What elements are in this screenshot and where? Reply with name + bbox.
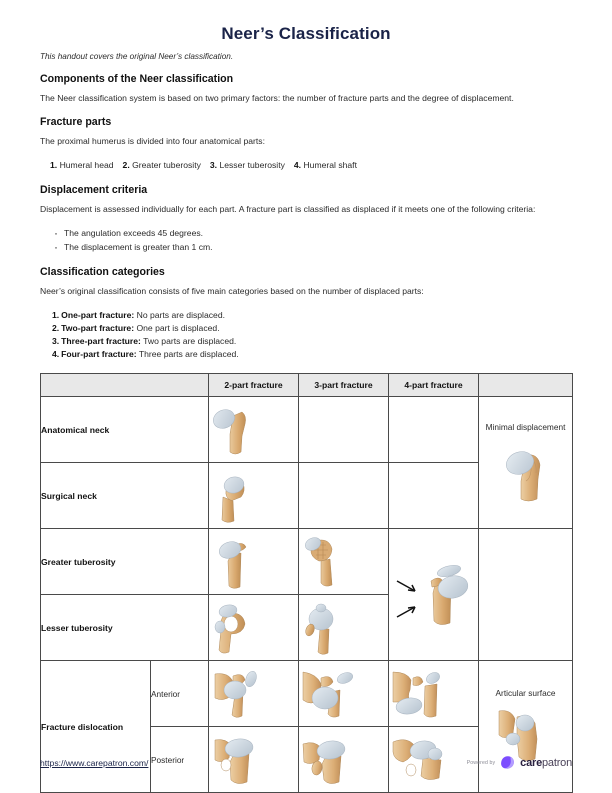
fracture-part-item (123, 160, 201, 170)
side-note-blank (479, 529, 573, 661)
fracture-part-item (50, 160, 114, 170)
fracture-part-item (210, 160, 285, 170)
fracture-part-number: 4. (293, 159, 302, 170)
category-index: 1. (52, 310, 60, 321)
side-note-articular-surface (479, 661, 573, 793)
list-item (52, 322, 572, 335)
arrow-lower (397, 607, 415, 617)
fracture-part-number: 1. (50, 159, 58, 170)
category-label: Four-part fracture: (61, 349, 137, 360)
table-header-2-part: 2-part fracture (209, 374, 299, 397)
row-sublabel-anterior: Anterior (151, 661, 209, 727)
cell-anatomical-neck-3part (299, 397, 389, 463)
category-label: Two-part fracture: (61, 323, 135, 334)
carepatron-brand (467, 755, 572, 770)
humerus-greater-tuberosity-3part-illustration (299, 533, 347, 591)
category-index: 4. (52, 349, 60, 360)
heading-fracture-parts: Fracture parts (40, 116, 112, 129)
cell-anatomical-neck-2part (209, 397, 299, 463)
paragraph-displacement-criteria: Displacement is assessed individually for each part. A fracture part is classified as displaced if it meets one of the following criteria: (40, 203, 536, 214)
table-header-blank-left (41, 374, 209, 397)
category-label: One-part fracture: (61, 310, 135, 321)
page-title: Neer’s Classification (221, 24, 391, 43)
cell-dislocation-anterior-2part (209, 661, 299, 727)
cell-tuberosity-4part (389, 529, 479, 661)
humerus-surgical-neck-illustration (209, 467, 255, 525)
row-label-greater-tuberosity: Greater tuberosity (41, 529, 209, 595)
cell-lesser-tuberosity-3part (299, 595, 389, 661)
row-label-fracture-dislocation-text: Fracture dislocation (41, 721, 124, 732)
minimal-displacement-illustration-wrap (479, 441, 572, 503)
category-index: 3. (52, 336, 60, 347)
cell-anatomical-neck-4part (389, 397, 479, 463)
page-subtitle: This handout covers the original Neer’s classification. (40, 52, 234, 61)
table-header-blank-right (479, 374, 573, 397)
table-header-4-part: 4-part fracture (389, 374, 479, 397)
list-item (52, 335, 572, 348)
fracture-parts-list (40, 160, 572, 170)
cell-greater-tuberosity-2part (209, 529, 299, 595)
list-item (52, 309, 572, 322)
cell-dislocation-anterior-4part (389, 661, 479, 727)
cell-surgical-neck-4part (389, 463, 479, 529)
category-desc: One part is displaced. (134, 323, 220, 334)
side-note-articular-surface-label: Articular surface (495, 687, 556, 698)
row-label-anatomical-neck: Anatomical neck (41, 397, 209, 463)
fracture-part-label: Lesser tuberosity (219, 159, 285, 170)
heading-classification-categories: Classification categories (40, 265, 165, 278)
fracture-part-label: Humeral shaft (303, 159, 357, 170)
list-item (52, 348, 572, 361)
page-footer (40, 755, 572, 770)
table-header-row (41, 374, 573, 397)
list-item: · The angulation exceeds 45 degrees. (54, 227, 572, 240)
shoulder-anterior-dislocation-2part-illustration (209, 666, 265, 722)
side-note-minimal-displacement-label: Minimal displacement (485, 421, 566, 432)
row-sublabel-posterior: Posterior (151, 727, 209, 793)
fracture-part-number: 3. (209, 159, 218, 170)
fracture-part-label: Humeral head (59, 159, 114, 170)
heading-displacement-criteria: Displacement criteria (40, 183, 148, 196)
cell-greater-tuberosity-3part (299, 529, 389, 595)
humerus-lesser-tuberosity-3part-illustration (299, 599, 343, 657)
table-row (41, 661, 573, 727)
fracture-part-number: 2. (122, 159, 130, 170)
brand-bold-text: care (520, 756, 542, 769)
category-label: Three-part fracture: (61, 336, 141, 347)
displacement-criteria-list (40, 227, 572, 254)
classification-categories-list (40, 309, 572, 361)
powered-by-label: Powered by (466, 759, 496, 766)
cell-lesser-tuberosity-2part (209, 595, 299, 661)
arrow-upper (397, 581, 415, 591)
carepatron-wordmark (520, 757, 572, 769)
humerus-anatomical-neck-illustration (209, 402, 253, 458)
fracture-part-label: Greater tuberosity (132, 159, 201, 170)
shoulder-anterior-dislocation-4part-illustration (389, 666, 449, 722)
category-desc: Two parts are displaced. (140, 336, 237, 347)
paragraph-classification-categories: Neer’s original classification consists of five main categories based on the number of displaced parts: (40, 285, 424, 296)
row-label-fracture-dislocation (41, 661, 151, 793)
cell-dislocation-anterior-3part (299, 661, 389, 727)
carepatron-logo-icon (499, 755, 516, 770)
paragraph-components: The Neer classification system is based on two primary factors: the number of fracture parts and the degree of displacement. (40, 93, 514, 103)
carepatron-url-link[interactable]: https://www.carepatron.com/ (40, 757, 149, 768)
side-note-minimal-displacement (479, 397, 573, 529)
humerus-minimal-displacement-illustration (500, 441, 552, 503)
humerus-greater-tuberosity-2part-illustration (209, 533, 255, 591)
list-item: · The displacement is greater than 1 cm. (54, 241, 572, 254)
category-index: 2. (52, 323, 60, 334)
heading-components: Components of the Neer classification (40, 73, 234, 85)
cell-surgical-neck-2part (209, 463, 299, 529)
row-label-surgical-neck: Surgical neck (41, 463, 209, 529)
cell-surgical-neck-3part (299, 463, 389, 529)
brand-light-text: patron (542, 756, 572, 769)
category-desc: Three parts are displaced. (136, 349, 239, 360)
fracture-part-item (294, 160, 357, 170)
table-row (41, 397, 573, 463)
row-label-lesser-tuberosity: Lesser tuberosity (41, 595, 209, 661)
humerus-4part-fracture-illustration (389, 559, 473, 631)
humerus-lesser-tuberosity-2part-illustration (209, 600, 257, 656)
table-header-3-part: 3-part fracture (299, 374, 389, 397)
table-row (41, 529, 573, 595)
category-desc: No parts are displaced. (134, 310, 225, 321)
neer-classification-table (40, 373, 573, 793)
paragraph-fracture-parts: The proximal humerus is divided into four anatomical parts: (40, 136, 265, 147)
shoulder-anterior-dislocation-3part-illustration (299, 666, 357, 722)
